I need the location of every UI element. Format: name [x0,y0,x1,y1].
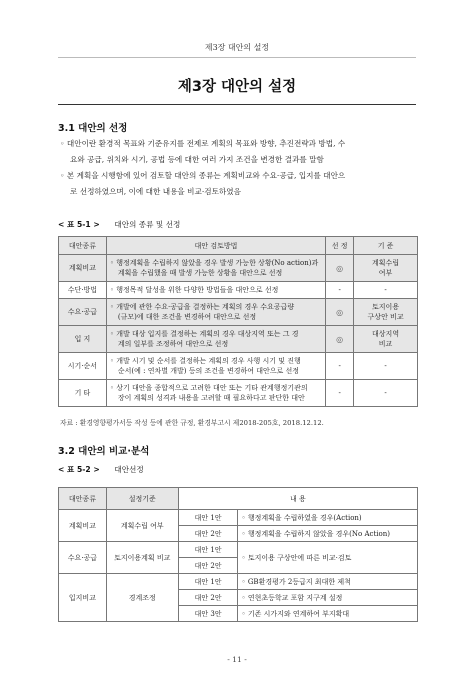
table-row [59,380,418,407]
bullet-2-line-2: 로 선정하였으며, 이에 대한 내용을 비교·검토하였음 [70,187,241,196]
row-desc-line: ◦ 개발에 관한 수요·공급을 결정하는 계획의 경우 수요공급량 [109,303,295,311]
table-1-caption [58,219,180,230]
section-heading-3-1: 3.1 대안의 선정 [58,123,128,134]
table-row [59,255,418,282]
running-header: 제3장 대안의 설정 [204,43,270,52]
table-1-title: 대안의 종류 및 선정 [114,220,181,229]
header-cell: 대안종류 [59,488,107,510]
alternative-selection-table [58,487,418,622]
table-1-number: < 표 5-1 > [58,220,100,229]
row-selection: ◎ [326,326,354,353]
row-type: 계획비교 [59,255,107,282]
bullet-2-line-1: ◦ 본 계획을 시행함에 있어 검토할 대안의 종류는 계획비교와 수요·공급, 입지를 대안으 [60,171,346,180]
row-selection: ◎ [326,255,354,282]
row-criteria: - [354,353,418,380]
alternative-content: ◦ 행정계획을 수립하였을 경우(Action) [238,510,418,526]
header-cell: 설정기준 [106,488,178,510]
group-criteria: 토지이용계획 비교 [106,542,178,574]
bullet-1-line-2: 요와 공급, 위치와 시기, 공법 등에 대한 여러 가지 조건을 변경한 결과를 말함 [70,155,324,164]
table-2-header-row [59,488,418,510]
row-desc-line: 계획을 수립했을 때 발생 가능한 상황을 대안으로 선정 [117,269,283,277]
row-type: 수요·공급 [59,299,107,326]
table-row [59,282,418,299]
header-rule [58,57,416,58]
criteria-line: 계획수립 [372,259,400,267]
bullet-1-line-1: ◦ 대안이란 환경적 목표와 기준유지를 전제로 계획의 목표와 방향, 추진전략과 방법, 수 [60,139,346,148]
criteria-line: 구상안 비교 [367,313,404,321]
row-desc [106,326,325,353]
table-2-title: 대안선정 [114,465,144,474]
header-cell: 기 준 [354,237,418,255]
row-desc-line: (규모)에 대한 조건을 변경하여 대안으로 선정 [117,313,257,321]
row-selection: - [326,380,354,407]
row-desc [106,353,325,380]
group-type: 수요·공급 [59,542,107,574]
section-1-paragraph [60,136,420,200]
criteria-line: 비교 [378,340,393,348]
alternative-label: 대안 2안 [178,590,238,606]
row-desc-line: ◦ 개발 대상 입지를 결정하는 계획의 경우 대상지역 또는 그 경 [109,330,299,338]
table-row [59,574,418,590]
alternative-label: 대안 2안 [178,558,238,574]
row-criteria [354,255,418,282]
row-criteria: - [354,380,418,407]
group-type: 계획비교 [59,510,107,542]
row-selection: - [326,282,354,299]
table-row [59,510,418,526]
alternative-label: 대안 1안 [178,542,238,558]
row-type: 수단·방법 [59,282,107,299]
alternative-label: 대안 3안 [178,606,238,622]
header-cell: 대안종류 [59,237,107,255]
table-row [59,542,418,558]
alternatives-table [58,236,418,407]
section-heading-3-2: 3.2 대안의 비교·분석 [58,446,150,457]
row-criteria: - [354,282,418,299]
row-desc [106,255,325,282]
alternative-label: 대안 1안 [178,574,238,590]
alternative-label: 대안 2안 [178,526,238,542]
row-type: 시기·순서 [59,353,107,380]
row-desc: ◦ 행정목적 달성을 위한 다양한 방법들을 대안으로 선정 [106,282,325,299]
row-type: 기 타 [59,380,107,407]
row-type: 입 지 [59,326,107,353]
group-criteria: 계획수립 여부 [106,510,178,542]
table-row [59,353,418,380]
row-desc-line: ◦ 상기 대안을 종합적으로 고려한 대안 또는 기타 관계행정기관의 [109,384,308,392]
row-desc-line: 장이 계획의 성격과 내용을 고려할 때 필요하다고 판단한 대안 [117,394,305,402]
row-criteria [354,326,418,353]
table-1-header-row [59,237,418,255]
table-2-caption [58,464,144,475]
table-row [59,326,418,353]
criteria-line: 여부 [378,269,393,277]
alternative-content: ◦ 토지이용 구상안에 따른 비교·검토 [238,542,418,574]
header-cell: 대안 검토방법 [106,237,325,255]
row-selection: ◎ [326,299,354,326]
table-1-source-note: 자료 : 환경영향평가서등 작성 등에 관한 규정, 환경부고시 제2018-205호, 2018.12.12. [60,419,324,427]
group-criteria: 경계조정 [106,574,178,622]
group-type: 입지비교 [59,574,107,622]
row-desc [106,299,325,326]
row-desc-line: ◦ 행정계획을 수립하지 않았을 경우 발생 가능한 상황(No action)과 [109,259,319,267]
row-desc-line: ◦ 개발 시기 및 순서를 결정하는 계획의 경우 사행 시기 및 진행 [109,357,301,365]
criteria-line: 대상지역 [372,330,400,338]
row-criteria [354,299,418,326]
row-desc-line: 순서(예 : 연차별 개발) 등의 조건을 변경하여 대안으로 선정 [117,367,300,375]
header-cell: 내 용 [178,488,417,510]
row-desc-line: 계의 일부를 조정하여 대안으로 선정 [117,340,229,348]
header-cell: 선 정 [326,237,354,255]
alternative-content: ◦ 연현초등학교 포함 지구계 설정 [238,590,418,606]
page-number: - 11 - [227,655,247,664]
table-row [59,299,418,326]
alternative-content: ◦ 기존 시가지와 연계하여 부지확대 [238,606,418,622]
table-2-number: < 표 5-2 > [58,465,100,474]
row-selection: - [326,353,354,380]
alternative-label: 대안 1안 [178,510,238,526]
alternative-content: ◦ GB환경평가 2등급지 최대한 제척 [238,574,418,590]
criteria-line: 토지이용 [372,303,400,311]
alternative-content: ◦ 행정계획을 수립하지 않았을 경우(No Action) [238,526,418,542]
chapter-title: 제3장 대안의 설정 [177,79,297,95]
row-desc [106,380,325,407]
chapter-rule [58,104,416,105]
